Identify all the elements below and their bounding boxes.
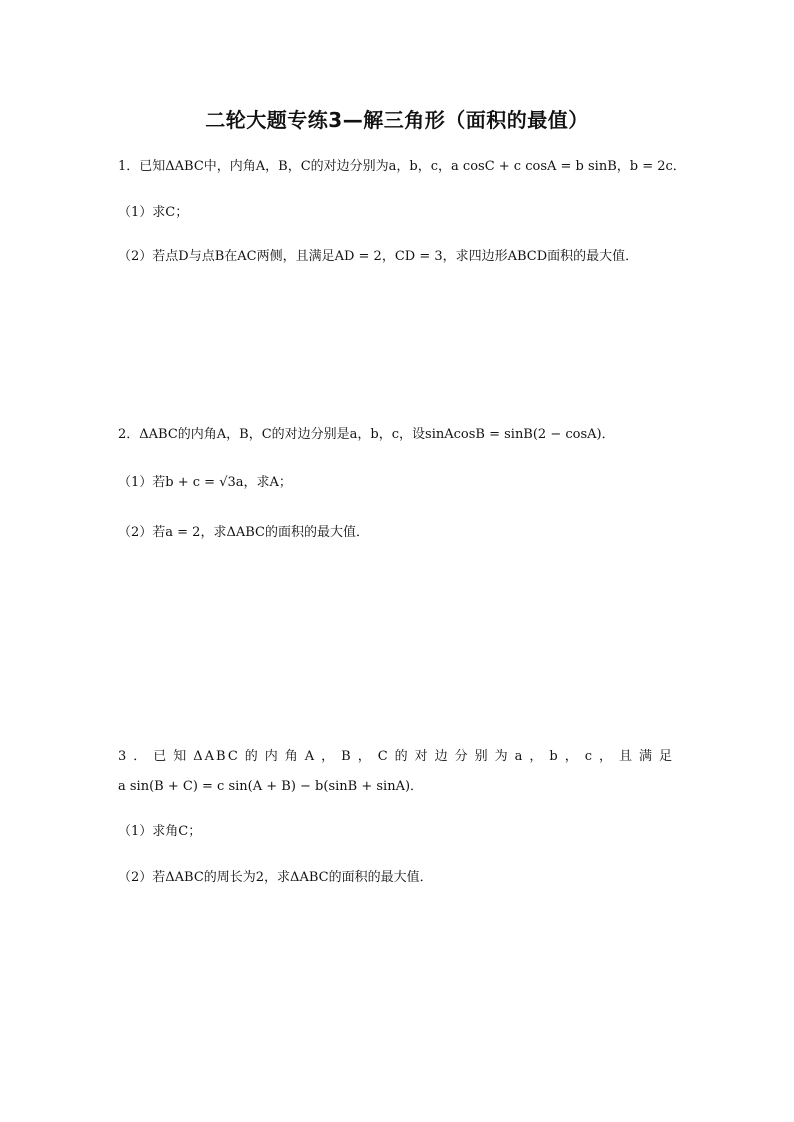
problem-3-stem-line-2: a sin(B + C) = c sin(A + B) − b(sinB + sinA)． (118, 779, 424, 794)
problem-3-part-2: （2）若ΔABC的周长为2，求ΔABC的面积的最大值． (118, 870, 433, 885)
problem-3-part-1: （1）求角C； (118, 824, 202, 839)
problem-1-part-2: （2）若点D与点B在AC两侧，且满足AD = 2，CD = 3，求四边形ABCD面积的最大值． (118, 249, 639, 264)
problem-2-part-2: （2）若a = 2，求ΔABC的面积的最大值． (118, 525, 369, 540)
problem-2-part-1: （1）若b + c = √3a，求A； (118, 475, 292, 490)
problem-3-stem-line-1: 3．已知ΔABC的内角A，B，C的对边分别为a，b，c，且满足 (118, 749, 674, 764)
problem-2-stem: 2．ΔABC的内角A，B，C的对边分别是a，b，c，设sinAcosB = sinB(2 − cosA)． (118, 427, 615, 442)
problem-1-part-1: （1）求C； (118, 205, 189, 220)
problem-1-stem: 1．已知ΔABC中，内角A，B，C的对边分别为a，b，c，a cosC + c cosA = b sinB，b = 2c． (118, 159, 686, 174)
page-title: 二轮大题专练3—解三角形（面积的最值） (205, 108, 589, 132)
